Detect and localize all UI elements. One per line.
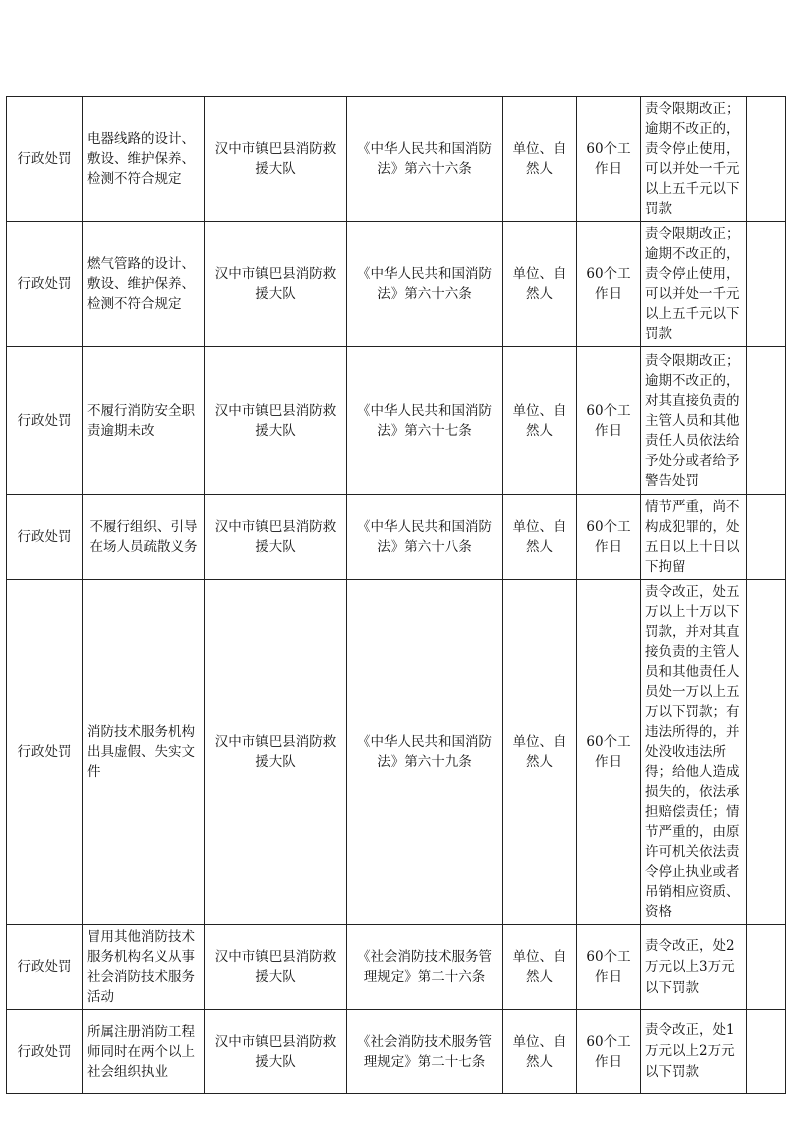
note-cell — [747, 222, 786, 347]
penalty-cell: 责令改正，处2万元以上3万元以下罚款 — [641, 925, 747, 1010]
basis-cell: 《中华人民共和国消防法》第六十六条 — [347, 97, 503, 222]
agency-cell: 汉中市镇巴县消防救援大队 — [205, 347, 347, 495]
table-row — [7, 495, 786, 580]
item-cell: 冒用其他消防技术服务机构名义从事社会消防技术服务活动 — [83, 925, 205, 1010]
agency-cell: 汉中市镇巴县消防救援大队 — [205, 495, 347, 580]
agency-cell: 汉中市镇巴县消防救援大队 — [205, 222, 347, 347]
penalty-cell: 责令改正，处五万以上十万以下罚款，并对其直接负责的主管人员和其他责任人员处一万以上五万以下罚款；有违法所得的，并处没收违法所得；给他人造成损失的，依法承担赔偿责任；情节严重的，由原许可机关依法责令停止执业或者吊销相应资质、资格 — [641, 580, 747, 925]
penalty-cell: 责令限期改正；逾期不改正的，责令停止使用，可以并处一千元以上五千元以下罚款 — [641, 222, 747, 347]
deadline-cell: 60个工作日 — [577, 925, 641, 1010]
note-cell — [747, 925, 786, 1010]
agency-cell: 汉中市镇巴县消防救援大队 — [205, 97, 347, 222]
deadline-cell: 60个工作日 — [577, 97, 641, 222]
agency-cell: 汉中市镇巴县消防救援大队 — [205, 925, 347, 1010]
note-cell — [747, 495, 786, 580]
deadline-cell: 60个工作日 — [577, 1010, 641, 1094]
agency-cell: 汉中市镇巴县消防救援大队 — [205, 1010, 347, 1094]
penalty-cell: 责令改正，处1万元以上2万元以下罚款 — [641, 1010, 747, 1094]
basis-cell: 《中华人民共和国消防法》第六十七条 — [347, 347, 503, 495]
penalty-cell: 情节严重，尚不构成犯罪的，处五日以上十日以下拘留 — [641, 495, 747, 580]
type-cell: 行政处罚 — [7, 580, 83, 925]
deadline-cell: 60个工作日 — [577, 222, 641, 347]
deadline-cell: 60个工作日 — [577, 347, 641, 495]
penalty-cell: 责令限期改正；逾期不改正的，责令停止使用，可以并处一千元以上五千元以下罚款 — [641, 97, 747, 222]
item-cell: 电器线路的设计、敷设、维护保养、检测不符合规定 — [83, 97, 205, 222]
deadline-cell: 60个工作日 — [577, 495, 641, 580]
target-cell: 单位、自然人 — [503, 222, 577, 347]
table-row — [7, 222, 786, 347]
target-cell: 单位、自然人 — [503, 97, 577, 222]
item-cell: 燃气管路的设计、敷设、维护保养、检测不符合规定 — [83, 222, 205, 347]
deadline-cell: 60个工作日 — [577, 580, 641, 925]
basis-cell: 《中华人民共和国消防法》第六十八条 — [347, 495, 503, 580]
item-cell: 所属注册消防工程师同时在两个以上社会组织执业 — [83, 1010, 205, 1094]
table-row — [7, 347, 786, 495]
target-cell: 单位、自然人 — [503, 925, 577, 1010]
type-cell: 行政处罚 — [7, 495, 83, 580]
penalty-cell: 责令限期改正；逾期不改正的，对其直接负责的主管人员和其他责任人员依法给予处分或者给予警告处罚 — [641, 347, 747, 495]
basis-cell: 《中华人民共和国消防法》第六十九条 — [347, 580, 503, 925]
table-row — [7, 925, 786, 1010]
item-cell: 消防技术服务机构出具虚假、失实文件 — [83, 580, 205, 925]
item-cell: 不履行组织、引导在场人员疏散义务 — [83, 495, 205, 580]
item-cell: 不履行消防安全职责逾期未改 — [83, 347, 205, 495]
target-cell: 单位、自然人 — [503, 495, 577, 580]
basis-cell: 《社会消防技术服务管理规定》第二十七条 — [347, 1010, 503, 1094]
target-cell: 单位、自然人 — [503, 1010, 577, 1094]
basis-cell: 《中华人民共和国消防法》第六十六条 — [347, 222, 503, 347]
enforcement-table — [6, 96, 786, 1094]
table-row — [7, 97, 786, 222]
type-cell: 行政处罚 — [7, 1010, 83, 1094]
note-cell — [747, 580, 786, 925]
basis-cell: 《社会消防技术服务管理规定》第二十六条 — [347, 925, 503, 1010]
type-cell: 行政处罚 — [7, 347, 83, 495]
target-cell: 单位、自然人 — [503, 347, 577, 495]
agency-cell: 汉中市镇巴县消防救援大队 — [205, 580, 347, 925]
type-cell: 行政处罚 — [7, 925, 83, 1010]
target-cell: 单位、自然人 — [503, 580, 577, 925]
type-cell: 行政处罚 — [7, 97, 83, 222]
table-row — [7, 1010, 786, 1094]
note-cell — [747, 97, 786, 222]
note-cell — [747, 1010, 786, 1094]
note-cell — [747, 347, 786, 495]
table-row — [7, 580, 786, 925]
type-cell: 行政处罚 — [7, 222, 83, 347]
